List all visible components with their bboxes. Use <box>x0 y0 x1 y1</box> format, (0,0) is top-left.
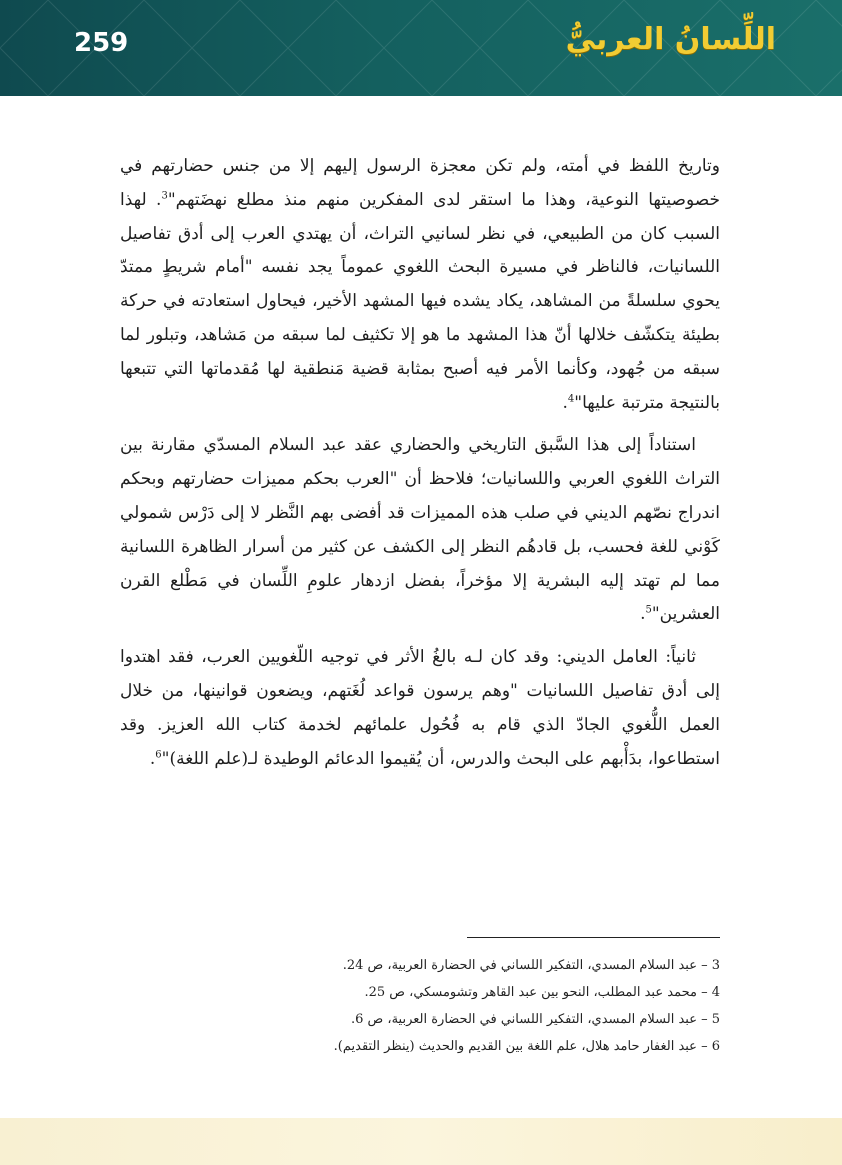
page-number: 259 <box>74 28 129 58</box>
page-footer-band <box>0 1118 842 1165</box>
footnote-4: 4 – محمد عبد المطلب، النحو بين عبد القاهر وتشومسكي، ص 25. <box>364 985 720 1000</box>
footnote-ref-4: 4 <box>567 392 575 404</box>
footnote-divider <box>467 937 720 938</box>
footnote-3: 3 – عبد السلام المسدي، التفكير اللساني في الحضارة العربية، ص 24. <box>342 958 720 973</box>
footnote-5: 5 – عبد السلام المسدي، التفكير اللساني في الحضارة العربية، ص 6. <box>350 1012 720 1027</box>
footnote-6: 6 – عبد الغفار حامد هلال، علم اللغة بين القديم والحديث (ينظر التقديم). <box>333 1039 720 1054</box>
journal-logo: اللِّسانُ العربيُّ <box>565 22 776 57</box>
paragraph-3: ثانياً: العامل الديني: وقد كان لـه بالغُ الأثر في توجيه اللّغويين العرب، فقد اهتدوا إلى أدق تفاصيل اللسانيات "وهم يرسون قواعد لُغَتهم، ويضعون قوانينها، من خلال العمل اللُّغوي الجادّ الذي قام به فُحُول علمائهم لخدمة كتاب الله العزيز. وقد استطاعوا، بدَأْبهم على البحث والدرس، أن يُقيموا الدعائم الوطيدة لـ(علم اللغة)"$^6$. <box>120 647 720 769</box>
paragraph-1: وتاريخ اللفظ في أمته، ولم تكن معجزة الرسول إليهم إلا من جنس حضارتهم في خصوصيتها النوعية، وهذا ما استقر لدى المفكرين منهم منذ مطلع نهضَتهم"$^3$. لهذا السبب كان من الطبيعي، في نظر لسانيي التراث، أن يهتدي العرب إلى أدق تفاصيل اللسانيات، فالناظر في مسيرة البحث اللغوي عموماً يجد نفسه "أمام شريطٍ ممتدّ يحوي سلسلةً من المشاهد، يكاد يشده فيها المشهد الأخير، فيحاول استعادته في حركة بطيئة يتكشّف خلالها أنّ هذا المشهد ما هو إلا تكثيف لما سبقه من مَشاهد، وتبلور لما سبقه من جُهود، وكأنما الأمر فيه أصبح بمثابة قضية مَنطقية لها مُقدماتها التي تتبعها بالنتيجة مترتبة عليها"$^4$. <box>120 156 720 413</box>
footnotes <box>120 952 720 1060</box>
page-header <box>0 0 842 96</box>
footnote-ref-3: 3 <box>161 190 168 202</box>
footnote-ref-5: 5 <box>645 604 652 616</box>
paragraph-2: استناداً إلى هذا السَّبق التاريخي والحضاري عقد عبد السلام المسدّي مقارنة بين التراث اللغوي العربي واللسانيات؛ فلاحظ أن "العرب بحكم مميزات حضارتهم وبحكم اندراج نصّهم الديني في صلب هذه المميزات قد أفضى بهم النَّظر لا إلى دَرْس شمولي كَوْني للغة فحسب، بل قادهُم النظر إلى الكشف عن كثير من أسرار الظاهرة اللسانية مما لم تهتد إليه البشرية إلا مؤخراً، بفضل ازدهار علومِ اللِّسان في مَطْلع القرن العشرين"$^5$. <box>120 435 720 625</box>
footnote-ref-6: 6 <box>155 748 162 760</box>
article-body <box>120 150 720 785</box>
